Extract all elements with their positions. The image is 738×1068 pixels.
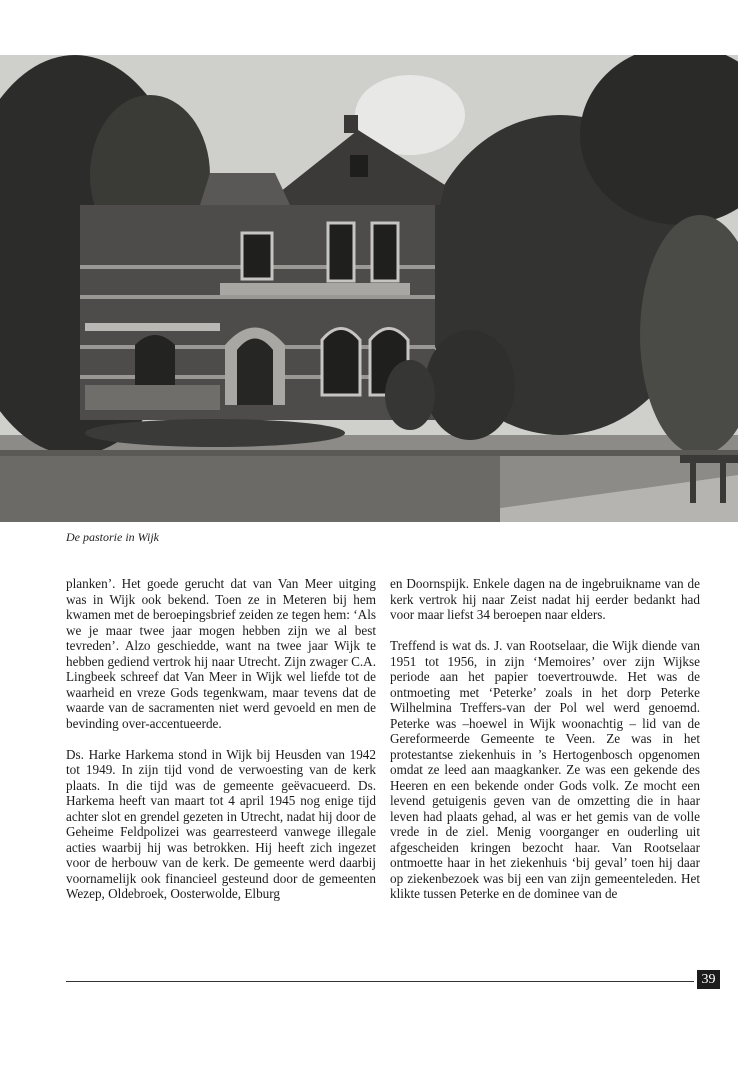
pastorie-photo [0, 55, 738, 522]
right-text-column [390, 576, 700, 902]
left-text-column [66, 576, 376, 902]
pastorie-photo-illustration [0, 55, 738, 522]
left-paragraph-1: planken’. Het goede gerucht dat van Van Meer uitging was in Wijk ook bekend. Toen ze in Meteren bij hem kwamen met de beroepingsbrief zeiden ze tegen hem: ‘Als we je maar twee jaar mogen hebben zijn we al best tevreden’. Alzo geschiedde, want na twee jaar Wijk te hebben gediend vertrok hij naar Utrecht. Zijn zwager C.A. Lingbeek schreef dat Van Meer in Wijk wel liefde tot de waarheid en vreze Gods tegenkwam, maar tevens dat de waarde van de sacramenten niet werd gevoeld en men de bevinding over-accentueerde. [66, 576, 376, 731]
footer-rule [66, 981, 694, 982]
page-number: 39 [697, 970, 720, 989]
right-paragraph-2: Treffend is wat ds. J. van Rootselaar, die Wijk diende van 1951 tot 1956, in zijn ‘Memoires’ over zijn Wijkse periode aan het papier toevertrouwde. Het was de ontmoeting met ‘Peterke’ zoals in het dorp Peterke Wilhelmina Treffers-van der Pol wel werd genoemd. Peterke was –hoewel in Wijk woonachtig – lid van de Gereformeerde Gemeente te Veen. Ze was in het protestantse ziekenhuis in ’s Hertogenbosch opgenomen omdat ze leed aan maagkanker. Ze was een gekende des Heeren en een bekende onder Gods volk. Ze mocht een levend getuigenis geven van de omzetting die in haar leven had plaats gehad, al was er het gemis van de volle vrede in de ziel. Menig voorganger en ouderling uit afgescheiden kringen bezocht haar. Van Rootselaar ontmoette haar in het ziekenhuis ‘bij geval’ toen hij daar op ziekenbezoek was bij een van zijn gemeenteleden. Het klikte tussen Peterke en de dominee van de [390, 638, 700, 901]
right-paragraph-1: en Doornspijk. Enkele dagen na de ingebruikname van de kerk vertrok hij naar Zeist nadat hij eerder bedankt had voor maar liefst 34 beroepen naar elders. [390, 576, 700, 622]
photo-caption: De pastorie in Wijk [66, 530, 159, 544]
left-paragraph-2: Ds. Harke Harkema stond in Wijk bij Heusden van 1942 tot 1949. In zijn tijd vond de verwoesting van de kerk plaats. In die tijd was de gemeente geëvacueerd. Ds. Harkema heeft van maart tot 4 april 1945 nog enige tijd achter slot en grendel gezeten in Utrecht, nadat hij door de Geheime Feldpolizei was gearresteerd vanwege illegale acties waarbij hij was betrokken. Hij heeft zich ingezet voor de herbouw van de kerk. De gemeente werd daarbij voornamelijk ook financieel gesteund door de gemeenten Wezep, Oldebroek, Oosterwolde, Elburg [66, 746, 376, 901]
